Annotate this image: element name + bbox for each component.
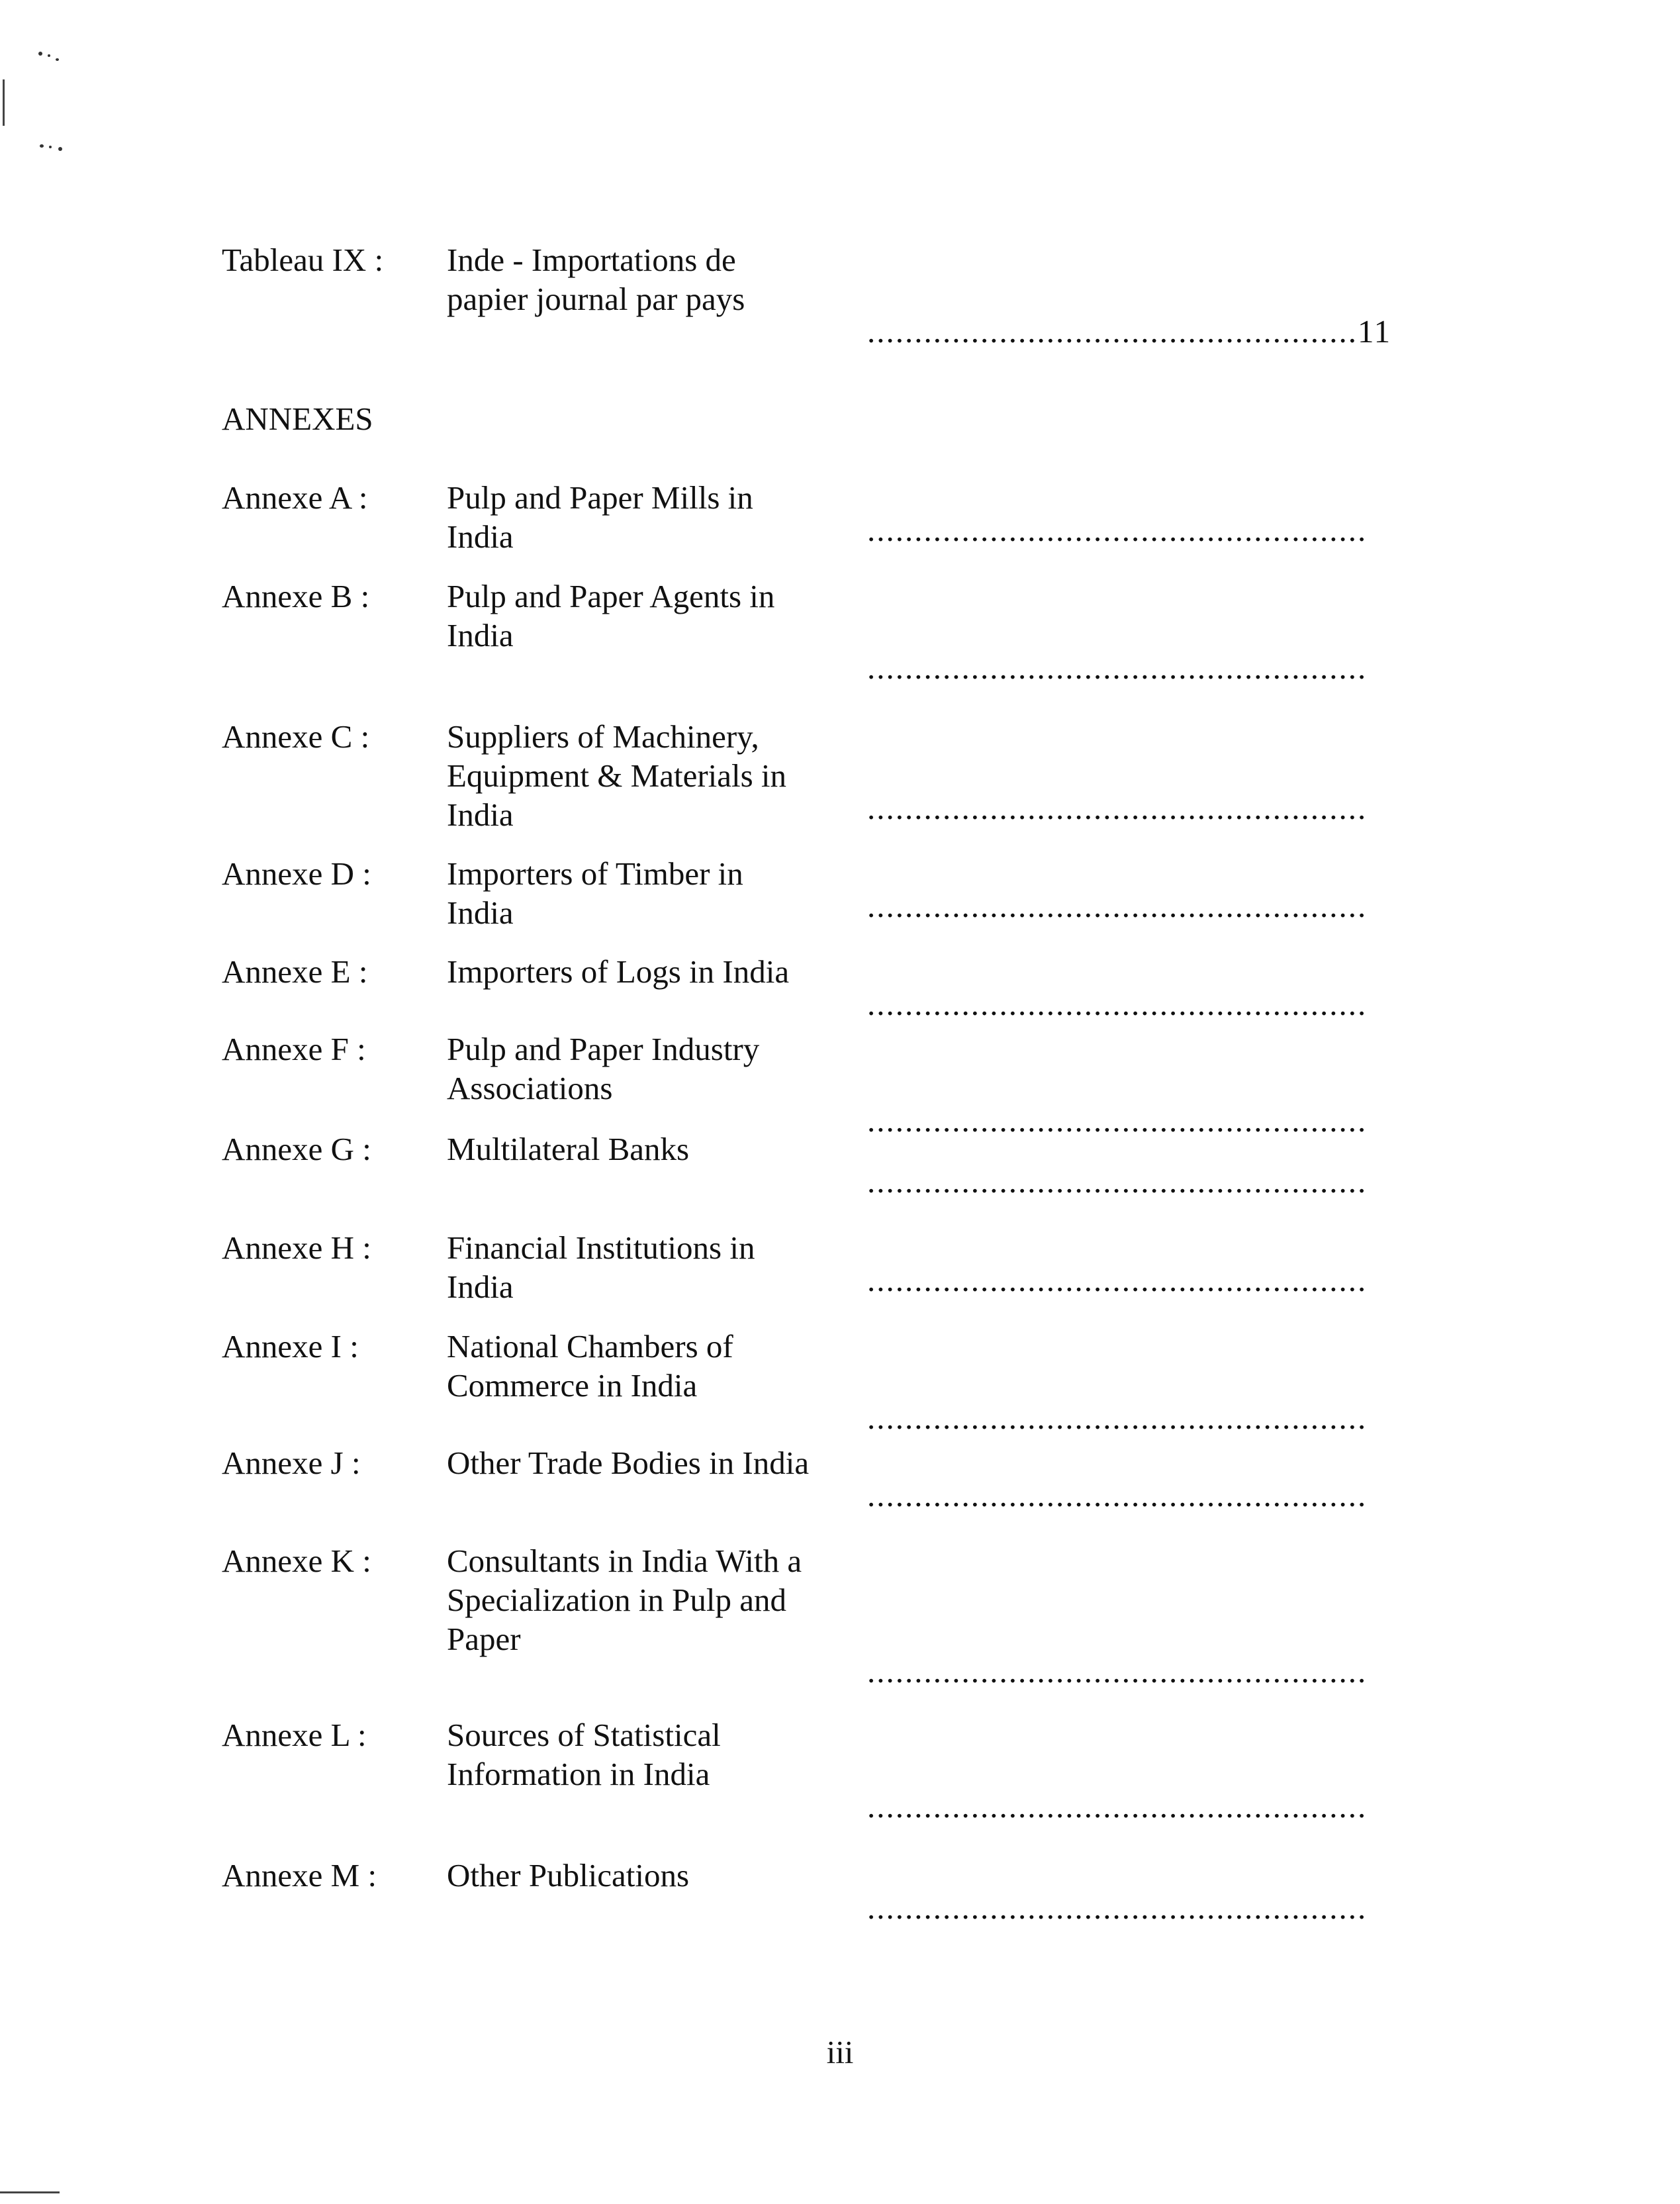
annex-label: Annexe H : <box>222 1229 371 1266</box>
annex-title-line: Equipment & Materials in <box>447 757 787 794</box>
annex-leader: ..................................................... <box>867 1477 1368 1513</box>
annex-title-line: India <box>447 796 514 833</box>
annex-title-line: India <box>447 1269 514 1305</box>
scan-speck <box>38 52 42 56</box>
scan-speck <box>58 147 62 151</box>
annex-leader: ..................................................... <box>867 1890 1368 1926</box>
annex-title-line: Pulp and Paper Industry <box>447 1031 760 1067</box>
annex-label: Annexe L : <box>222 1717 367 1753</box>
annex-title-line: Associations <box>447 1070 613 1106</box>
annex-leader: ..................................................... <box>867 888 1368 924</box>
annex-title-line: Information in India <box>447 1756 710 1792</box>
annex-leader: ..................................................... <box>867 1163 1368 1200</box>
annex-title-line: Importers of Timber in <box>447 855 743 892</box>
annex-label: Annexe I : <box>222 1328 359 1365</box>
annex-leader: ..................................................... <box>867 1262 1368 1298</box>
annex-title-line: Specialization in Pulp and <box>447 1582 787 1618</box>
annex-title-line: Other Trade Bodies in India <box>447 1445 810 1481</box>
scan-mark <box>3 79 5 126</box>
annex-label: Annexe B : <box>222 578 370 614</box>
annex-title-line: Paper <box>447 1621 521 1657</box>
table-entry-title-line1: Inde - Importations de <box>447 242 736 278</box>
annex-label: Annexe E : <box>222 953 368 990</box>
scan-speck <box>56 58 59 61</box>
annex-leader: ..................................................... <box>867 790 1368 826</box>
annex-label: Annexe M : <box>222 1857 377 1893</box>
annex-title-line: Importers of Logs in India <box>447 953 790 990</box>
annex-title-line: Other Publications <box>447 1857 690 1893</box>
annex-title-line: Pulp and Paper Agents in <box>447 578 775 614</box>
annex-title-line: India <box>447 894 514 931</box>
annex-label: Annexe J : <box>222 1445 361 1481</box>
annex-label: Annexe K : <box>222 1543 371 1579</box>
annex-label: Annexe F : <box>222 1031 366 1067</box>
annex-title-line: Commerce in India <box>447 1367 698 1404</box>
annex-leader: ..................................................... <box>867 649 1368 686</box>
annex-title-line: Suppliers of Machinery, <box>447 718 759 755</box>
scan-speck <box>40 144 44 148</box>
annex-title-line: Pulp and Paper Mills in <box>447 479 753 516</box>
annex-leader: ..................................................... <box>867 1788 1368 1825</box>
annex-title-line: National Chambers of <box>447 1328 733 1365</box>
scan-speck <box>48 54 50 57</box>
annex-label: Annexe C : <box>222 718 370 755</box>
annex-title-line: India <box>447 518 514 555</box>
annex-label: Annexe G : <box>222 1131 371 1167</box>
scan-speck <box>49 146 52 148</box>
annex-title-line: Financial Institutions in <box>447 1229 755 1266</box>
annex-title-line: India <box>447 617 514 653</box>
annex-title-line: Consultants in India With a <box>447 1543 802 1579</box>
annex-leader: ..................................................... <box>867 1400 1368 1436</box>
annex-title-line: Sources of Statistical <box>447 1717 721 1753</box>
table-entry-leader: ....................................................11 <box>867 313 1392 350</box>
annex-label: Annexe A : <box>222 479 368 516</box>
annex-leader: ..................................................... <box>867 512 1368 548</box>
section-heading: ANNEXES <box>222 401 373 437</box>
annex-label: Annexe D : <box>222 855 371 892</box>
annex-leader: ..................................................... <box>867 986 1368 1022</box>
annex-leader: ..................................................... <box>867 1653 1368 1690</box>
annex-title-line: Multilateral Banks <box>447 1131 690 1167</box>
table-entry-title-line2: papier journal par pays <box>447 281 745 317</box>
annex-leader: ..................................................... <box>867 1102 1368 1139</box>
scan-mark <box>0 2191 60 2193</box>
table-entry-label: Tableau IX : <box>222 242 384 278</box>
page-number: iii <box>826 2034 854 2070</box>
